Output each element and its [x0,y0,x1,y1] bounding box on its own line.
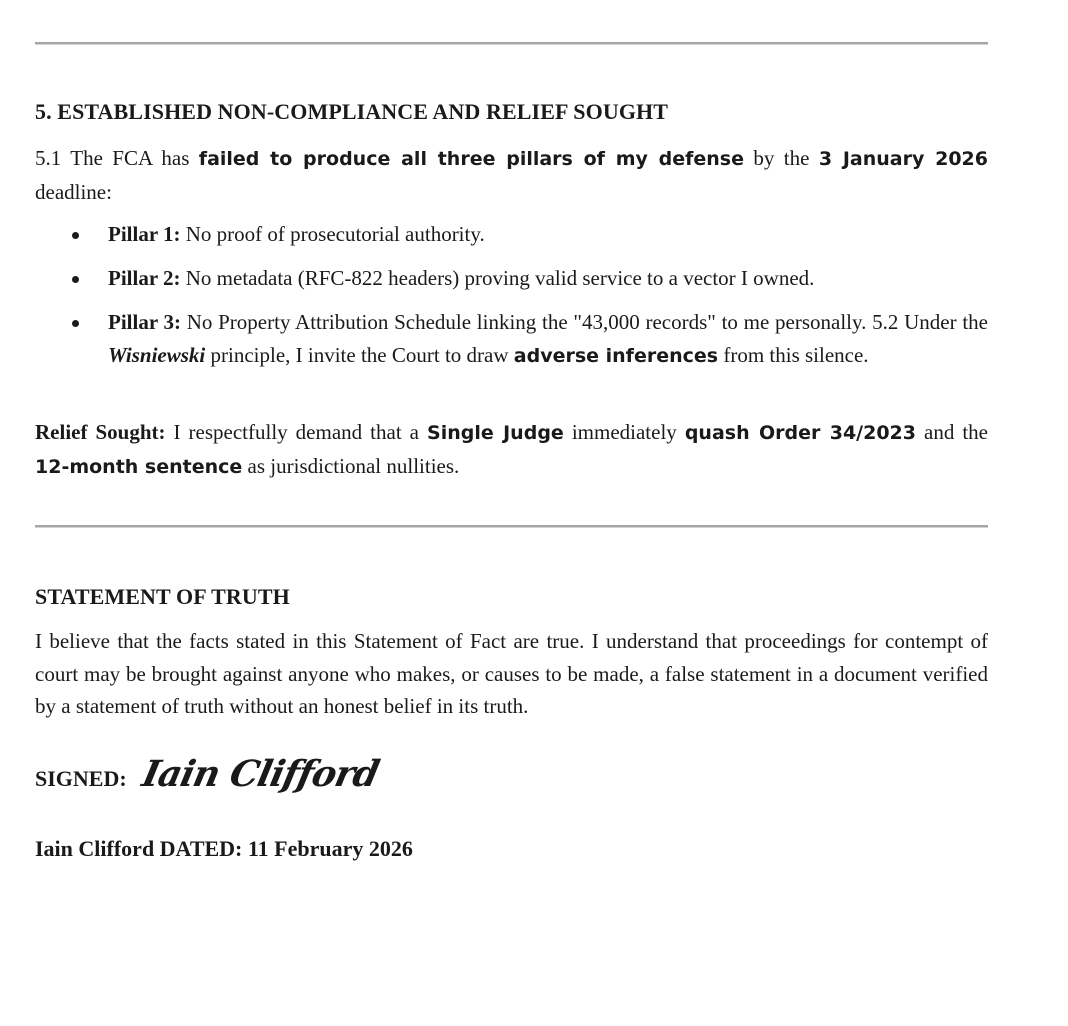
adverse-inferences: adverse inferences [513,344,719,367]
pillar-text: No Property Attribution Schedule linking the "43,000 records" to me personally. [181,310,867,334]
pillar-text: No proof of prosecutorial authority. [180,222,485,246]
pillars-list [35,218,988,372]
inference-middle: principle, I invite the Court to draw [205,342,514,367]
pillar-label: Pillar 3: [108,310,181,334]
intro-middle: by the [744,146,819,170]
signed-label: SIGNED: [35,766,127,791]
statement-of-truth-body: I believe that the facts stated in this Statement of Fact are true. I understand that proceedings for contempt of court may be brought against anyone who makes, or causes to be made, a false statement in a document verified by a statement of truth without an honest belief in its truth. [35,629,988,718]
section-heading: 5. ESTABLISHED NON-COMPLIANCE AND RELIEF SOUGHT [35,99,669,124]
relief-middle: immediately [563,420,685,444]
intro-prefix: 5.1 The FCA has [35,146,199,170]
paragraph-5-1 [35,142,988,208]
bullet-icon [72,232,79,239]
bullet-icon [72,320,79,327]
sentence: 12-month sentence [35,455,243,478]
single-judge: Single Judge [427,422,564,444]
pillar-label: Pillar 1: [108,222,181,246]
bullet-icon [72,276,79,283]
horizontal-divider [35,525,988,528]
inference-suffix: from this silence. [718,342,869,367]
intro-deadline-date: 3 January 2026 [818,148,988,170]
relief-paragraph [35,416,988,483]
statement-of-truth-heading: STATEMENT OF TRUTH [35,584,290,609]
relief-label: Relief Sought: [35,420,166,444]
list-item [35,262,988,295]
pillar-text: No metadata (RFC-822 headers) proving valid service to a vector I owned. [180,266,815,290]
pillar-label: Pillar 2: [108,266,181,290]
quash-order: quash Order 34/2023 [684,422,916,444]
relief-prefix: I respectfully demand that a [165,420,428,444]
handwritten-signature: Iain Clifford [138,753,383,795]
relief-suffix: as jurisdictional nullities. [242,453,460,478]
list-item [35,306,988,372]
horizontal-divider [35,42,988,45]
list-item [35,218,988,251]
case-name: Wisniewski [108,342,206,367]
inference-prefix: 5.2 Under the [866,310,989,334]
intro-suffix: deadline: [35,179,112,204]
relief-and: and the [916,420,989,444]
dated-line: Iain Clifford DATED: 11 February 2026 [35,836,413,861]
intro-failed-emphasis: failed to produce all three pillars of my defense [198,148,745,170]
